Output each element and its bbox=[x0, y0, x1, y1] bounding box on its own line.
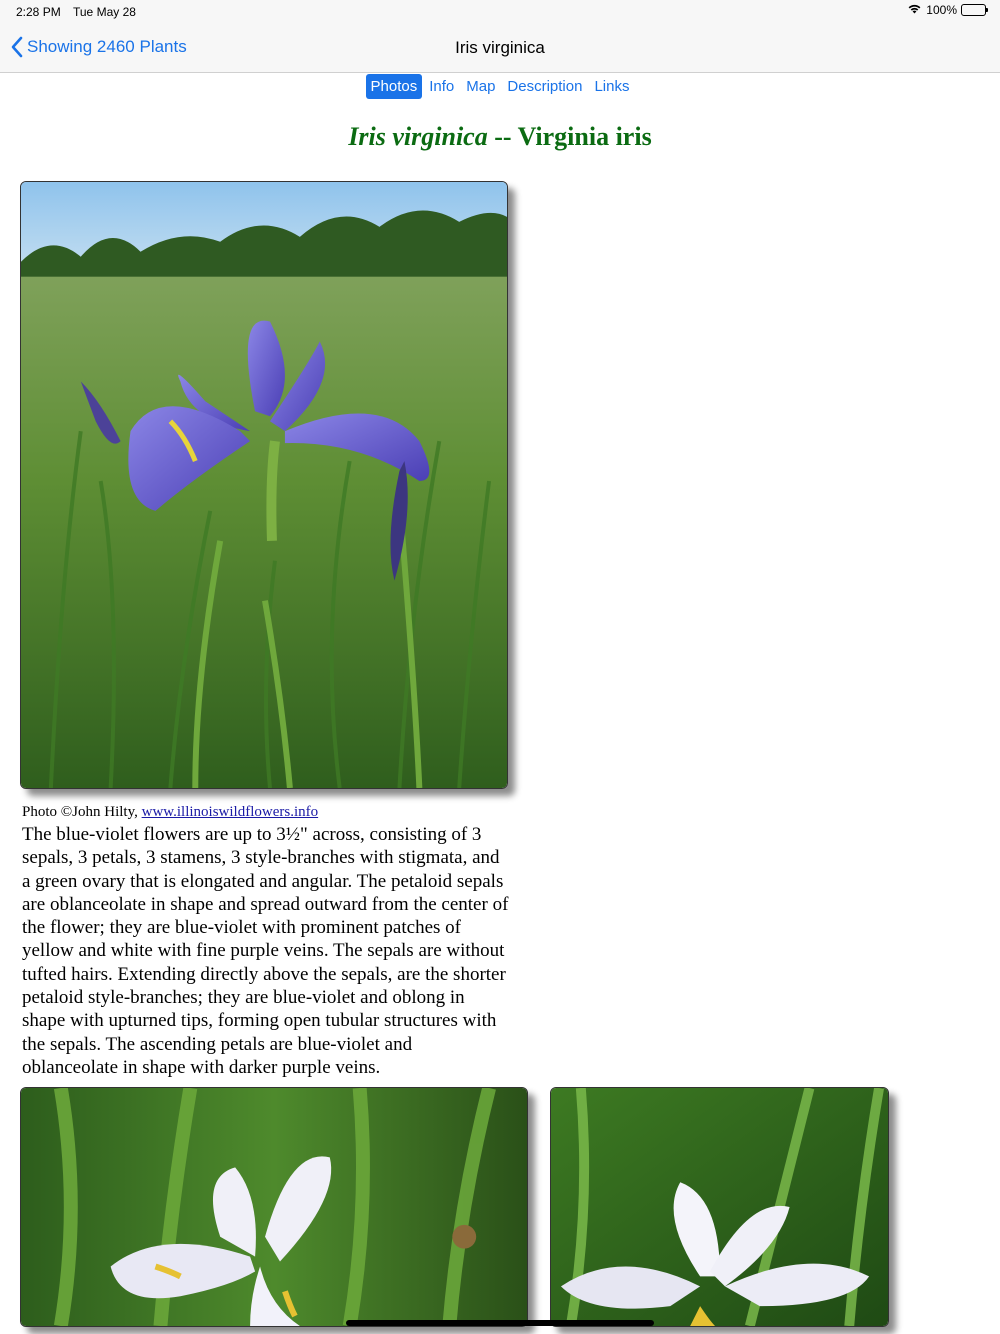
flower-description: The blue-violet flowers are up to 3½" across, consisting of 3 sepals, 3 petals, 3 stamens, 3 style-branches with stigmata, and a green ovary that is elongated and angular. The petaloid sepals are oblanceolate in shape and spread outward from the center of the flower; they are blue-violet with prominent patches of yellow and white with fine purple veins. The sepals are without tufted hairs. Extending directly above the sepals, are the shorter petaloid style-branches; they are blue-violet and oblong in shape with upturned tips, forming open tubular structures with the sepals. The ascending petals are blue-violet and oblanceolate in shape with darker purple veins. bbox=[22, 824, 509, 1078]
wifi-icon bbox=[907, 3, 922, 17]
status-indicators bbox=[907, 3, 986, 17]
photo-caption bbox=[22, 804, 318, 821]
navigation-bar bbox=[0, 24, 1000, 73]
title-separator: -- bbox=[487, 122, 518, 151]
battery-percent: 100% bbox=[926, 3, 957, 17]
back-button-label: Showing 2460 Plants bbox=[27, 37, 187, 56]
home-indicator[interactable] bbox=[346, 1320, 654, 1326]
page-title bbox=[0, 122, 1000, 152]
section-tabs bbox=[0, 74, 1000, 99]
tab-description[interactable]: Description bbox=[507, 78, 583, 95]
photo-credit: Photo ©John Hilty, bbox=[22, 804, 142, 820]
plant-photo-3[interactable] bbox=[550, 1087, 889, 1327]
scientific-name: Iris virginica bbox=[348, 122, 488, 151]
tab-info[interactable]: Info bbox=[429, 78, 455, 95]
tab-photos[interactable]: Photos bbox=[366, 74, 423, 99]
nav-title: Iris virginica bbox=[455, 38, 545, 57]
main-plant-photo[interactable] bbox=[20, 181, 508, 789]
plant-photo-2[interactable] bbox=[20, 1087, 528, 1327]
status-time: 2:28 PM bbox=[16, 5, 61, 19]
battery-icon bbox=[961, 4, 986, 16]
tab-map[interactable]: Map bbox=[466, 78, 496, 95]
common-name: Virginia iris bbox=[517, 122, 652, 151]
status-date: Tue May 28 bbox=[73, 5, 136, 19]
photo-credit-link[interactable]: www.illinoiswildflowers.info bbox=[141, 804, 319, 820]
status-bar bbox=[0, 0, 1000, 24]
tab-links[interactable]: Links bbox=[594, 78, 630, 95]
